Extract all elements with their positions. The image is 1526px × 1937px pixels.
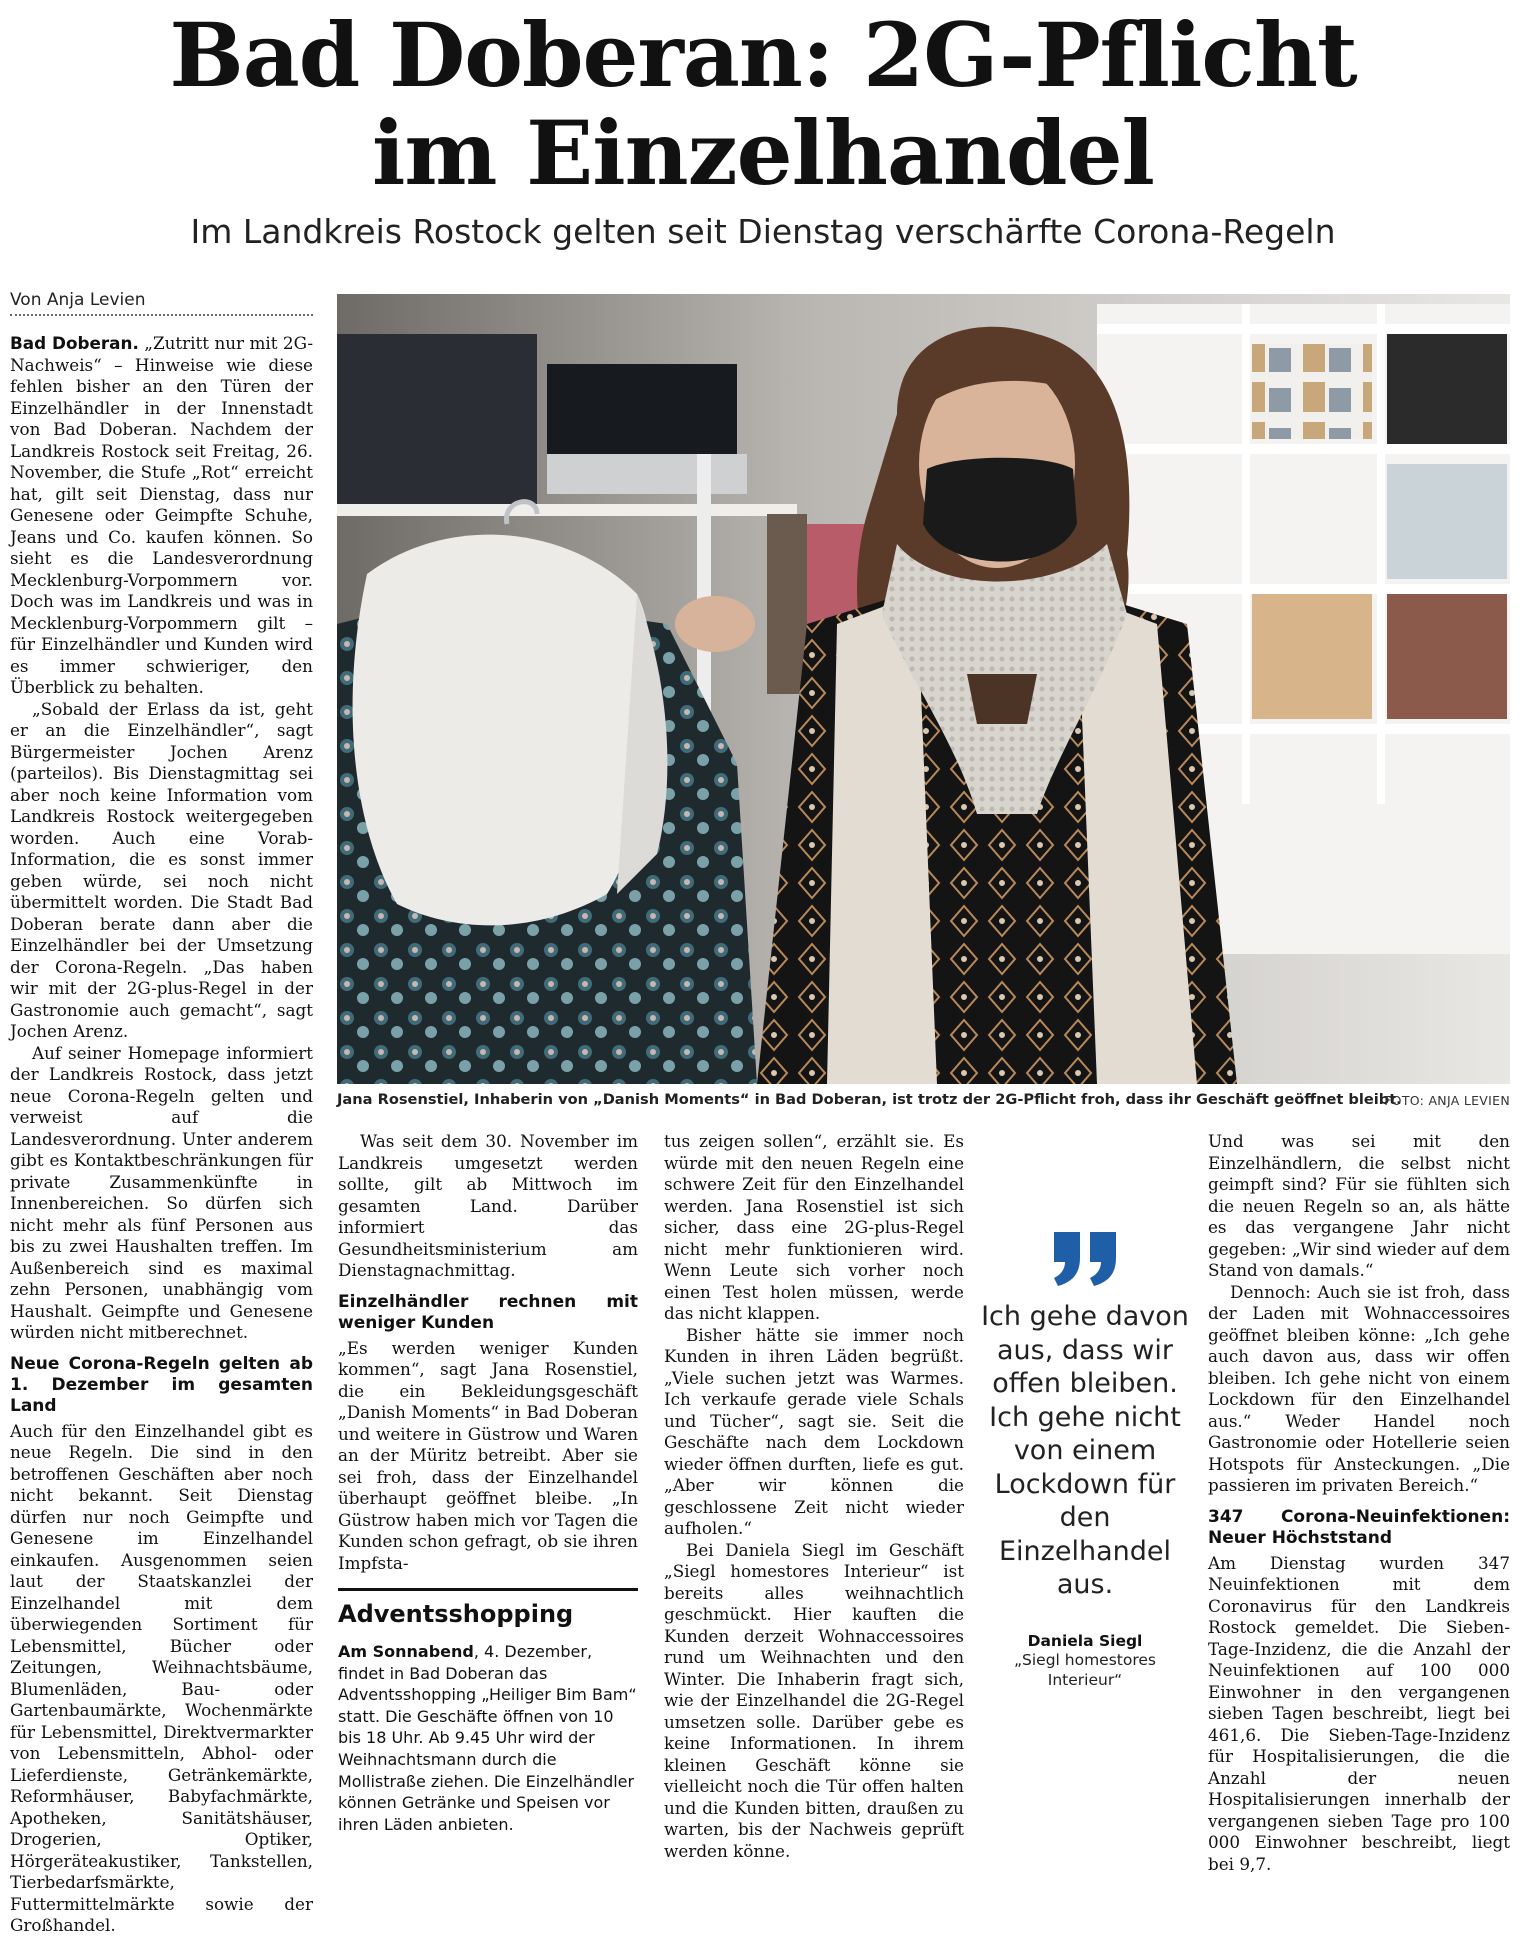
paragraph: „Es werden weniger Kunden kommen“, sagt Jana Rosenstiel, die ein Bekleidungsgeschäft „Danish Moments“ in Bad Doberan und weitere in Güstrow und Waren an der Müritz betreibt. Aber sie sei froh, dass der Einzelhandel überhaupt geöffnet bleibe. „In Güstrow haben mich vor Tagen die Kunden schon gefragt, ob sie ihren Impfsta- <box>338 1337 638 1573</box>
paragraph: Am Dienstag wurden 347 Neuinfektionen mit dem Coronavirus für den Landkreis Rostock gemeldet. Die Sieben-Tage-Inzidenz, die die Anzahl der Neuinfektionen auf 100 000 Einwohner in den vergangenen sieben Tagen beschreibt, liegt bei 461,6. Die Sieben-Tage-Inzidenz für Hospitalisierungen, die die Anzahl der neuen Hospitalisierungen innerhalb der vergangenen sieben Tage pro 100 000 Einwohner beschreibt, liegt bei 9,7. <box>1208 1552 1510 1874</box>
paragraph: Bad Doberan. „Zutritt nur mit 2G-Nachweis“ – Hinweise wie diese fehlen bisher an den Türen der Einzelhändler in der Innenstadt von Bad Doberan. Nachdem der Landkreis Rostock seit Freitag, 26. November, die Stufe „Rot“ erreicht hat, gilt seit Dienstag, dass nur Genesene oder Geimpfte Schuhe, Jeans und Co. kaufen können. So sieht es die Landesverordnung Mecklenburg-Vorpommern vor. Doch was im Landkreis und was in Mecklenburg-Vorpommern gilt – für Einzelhändler und Kunden wird es immer schwieriger, den Überblick zu behalten. <box>10 333 313 697</box>
paragraph: Bei Daniela Siegl im Geschäft „Siegl homestores Interieur“ ist bereits alles weihnachtlich geschmückt. Hier kauften die Kunden derzeit Wohnaccessoires rund um Weihnachten und den Winter. Die Inhaberin fragt sich, wie der Einzelhandel die 2G-Regel umsetzen solle. Darüber gebe es keine Informationen. In ihrem kleinen Geschäft könne sie vielleicht noch die Tür offen halten und die Kunden bitten, draußen zu warten, bis der Nachweis geprüft werden könne. <box>664 1539 964 1861</box>
quote-author: Daniela Siegl <box>1027 1631 1143 1650</box>
info-box-title: Adventsshopping <box>338 1600 574 1628</box>
info-box-text: Am Sonnabend, 4. Dezember, findet in Bad Doberan das Adventsshopping „Heiliger Bim Bam“ statt. Die Geschäfte öffnen von 10 bis 18 Uhr. Ab 9.45 Uhr wird der Weihnachtsmann durch die Mollistraße ziehen. Die Einzelhändler können Getränke und Speisen vor ihren Läden anbieten. <box>338 1642 637 1834</box>
article-photo <box>337 294 1510 1084</box>
article-column-3 <box>664 1131 964 1861</box>
byline: Von Anja Levien <box>10 290 313 316</box>
quote-mark-icon <box>1050 1232 1120 1286</box>
paragraph: Was seit dem 30. November im Landkreis umgesetzt werden sollte, gilt ab Mittwoch im gesamten Land. Darüber informiert das Gesundheitsministerium am Dienstagnachmittag. <box>338 1131 638 1280</box>
paragraph: Bisher hätte sie immer noch Kunden in ihren Läden begrüßt. „Viele suchen jetzt was Warmes. Ich verkaufe gerade viele Schals und Tücher“, sagt sie. Seit die Geschäfte nach dem Lockdown wieder öffnen durften, liefe es gut. „Aber wir können die geschlossene Zeit nicht wieder aufholen.“ <box>664 1324 964 1538</box>
info-box <box>338 1588 638 1835</box>
section-subhead: 347 Corona-Neuinfektionen: Neuer Höchststand <box>1208 1506 1510 1548</box>
subheadline: Im Landkreis Rostock gelten seit Dienstag verschärfte Corona-Regeln <box>190 212 1336 251</box>
dateline: Bad Doberan. <box>10 333 139 353</box>
quote-text: Ich gehe davon aus, dass wir offen bleiben. Ich gehe nicht von einem Lockdown für den Einzelhandel aus. <box>981 1301 1189 1600</box>
pull-quote <box>975 1232 1195 1690</box>
paragraph: Dennoch: Auch sie ist froh, dass der Laden mit Wohnaccessoires geöffnet bleiben könne: „Ich gehe auch davon aus, dass wir offen bleiben. Ich gehe nicht von einem Lockdown für den Einzelhandel aus.“ Weder Handel noch Gastronomie oder Hotellerie seien Hotspots für Ansteckungen. „Die passieren im privaten Bereich.“ <box>1208 1281 1510 1495</box>
quote-role: „Siegl homestores Interieur“ <box>1013 1650 1156 1689</box>
paragraph: Und was sei mit den Einzelhändlern, die selbst nicht geimpft sind? Für sie fühlten sich die neuen Regeln so an, als hätte es das vergangene Jahr nicht gegeben: „Wir sind wieder auf dem Stand von damals.“ <box>1208 1131 1510 1280</box>
paragraph: tus zeigen sollen“, erzählt sie. Es würde mit den neuen Regeln eine schwere Zeit für den Einzelhandel werden. Jana Rosenstiel ist sich sicher, dass eine 2G-plus-Regel nicht mehr funktionieren wird. Wenn Leute sich vorher noch einen Test holen müssen, werde das nicht klappen. <box>664 1131 964 1323</box>
article-column-5 <box>1208 1131 1510 1874</box>
headline-line-1: Bad Doberan: 2G-Pflicht <box>169 3 1357 107</box>
headline-line-2: im Einzelhandel <box>372 101 1154 205</box>
section-subhead: Neue Corona-Regeln gelten ab 1. Dezember im gesamten Land <box>10 1353 313 1416</box>
paragraph: Auch für den Einzelhandel gibt es neue Regeln. Die sind in den betroffenen Geschäften aber noch nicht bekannt. Seit Dienstag dürfen nur noch Geimpfte und Genesene im Einzelhandel einkaufen. Ausgenommen seien laut der Staatskanzlei der Einzelhandel mit dem überwiegenden Sortiment für Lebensmittel, Bücher oder Zeitungen, Weihnachtsbäume, Blumenläden, Bau- oder Gartenbaumärkte, Wochenmärkte für Lebensmittel, Direktvermarkter von Lebensmitteln, Abhol- oder Lieferdienste, Getränkemärkte, Reformhäuser, Babyfachmärkte, Apotheken, Sanitätshäuser, Drogerien, Optiker, Hörgeräteakustiker, Tankstellen, Tierbedarfsmärkte, Futtermittelmärkte sowie der Großhandel. <box>10 1420 313 1935</box>
shop-owner-photo <box>337 294 1510 1084</box>
section-subhead: Einzelhändler rechnen mit weniger Kunden <box>338 1291 638 1333</box>
photo-credit: FOTO: ANJA LEVIEN <box>1384 1093 1510 1108</box>
photo-caption: Jana Rosenstiel, Inhaberin von „Danish Moments“ in Bad Doberan, ist trotz der 2G-Pflicht froh, dass ihr Geschäft geöffnet bleibt. <box>337 1091 1402 1108</box>
article-column-1 <box>10 333 313 1935</box>
headline <box>0 3 1526 205</box>
paragraph: Auf seiner Homepage informiert der Landkreis Rostock, dass jetzt neue Corona-Regeln gelten und verweist auf die Landesverordnung. Unter anderem gibt es Kontaktbeschränkungen für private Zusammenkünfte in Innenbereichen. So dürfen sich nicht mehr als fünf Personen aus bis zu zwei Haushalten treffen. Im Außenbereich sind es maximal zehn Personen, unabhängig vom Haushalt. Geimpfte und Genesene würden nicht mitberechnet. <box>10 1042 313 1342</box>
article-column-2 <box>338 1131 638 1571</box>
paragraph: „Sobald der Erlass da ist, geht er an die Einzelhändler“, sagt Bürgermeister Jochen Arenz (parteilos). Bis Dienstagmittag sei aber noch keine Information vom Landkreis Rostock weitergegeben worden. Auch eine Vorab-Information, die es sonst immer geben würde, sei noch nicht übermittelt worden. Die Stadt Bad Doberan berate dann aber die Einzelhändler bei der Umsetzung der Corona-Regeln. „Das haben wir mit der 2G-plus-Regel in der Gastronomie auch gemacht“, sagt Jochen Arenz. <box>10 698 313 1041</box>
